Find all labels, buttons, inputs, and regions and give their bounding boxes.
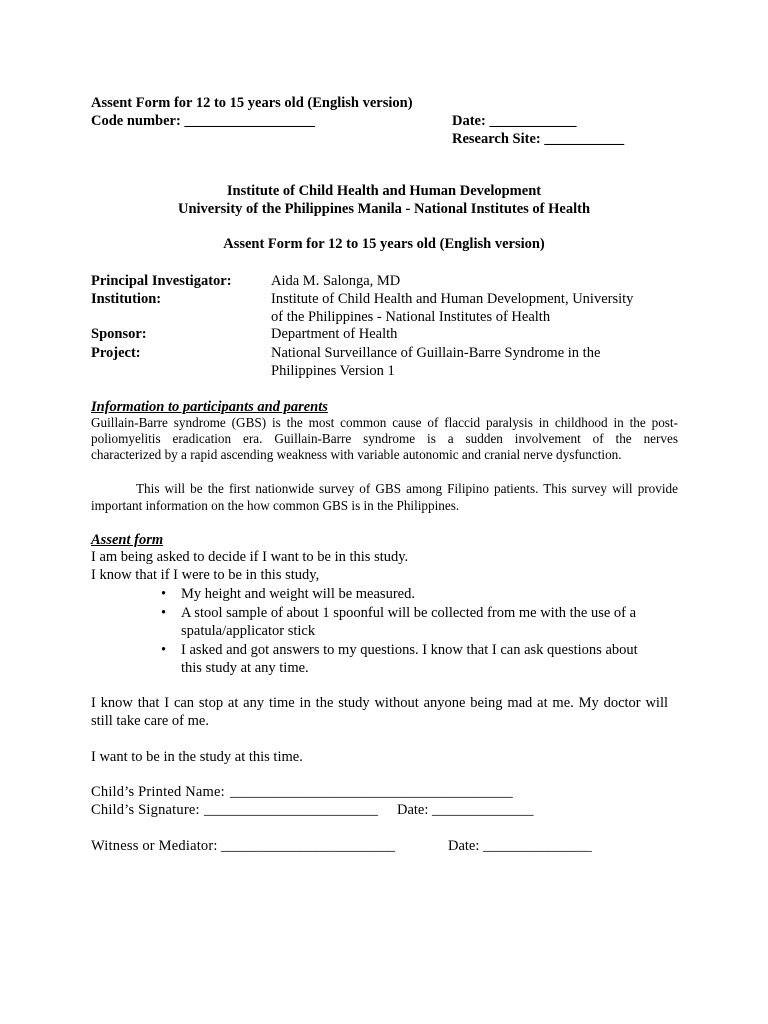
sponsor-value: Department of Health [271,326,398,342]
project-value-2: Philippines Version 1 [271,363,395,379]
institution-label: Institution: [91,291,162,307]
printed-name-label: Child’s Printed Name: [91,784,225,800]
signature-field[interactable]: ________________________ [204,802,378,818]
institution-value-1: Institute of Child Health and Human Development, University [271,291,634,307]
header-date: Date: ____________ [452,113,577,129]
witness-label: Witness or Mediator: [91,838,218,854]
header-code-number: Code number: __________________ [91,113,315,129]
project-value-1: National Surveillance of Guillain-Barre Syndrome in the [271,345,601,361]
assent-line-2: I know that if I were to be in this study, [91,567,320,583]
witness-date-field[interactable]: Date: _______________ [448,838,592,854]
bullet-item-3-line2: this study at any time. [181,660,309,676]
assent-line-1: I am being asked to decide if I want to be in this study. [91,549,409,565]
stop-line-2: still take care of me. [91,713,209,729]
signature-date-field[interactable]: Date: ______________ [397,802,534,818]
bullet-item-1: My height and weight will be measured. [181,586,415,602]
header-form-title: Assent Form for 12 to 15 years old (English version) [91,95,413,111]
info-para1-line3: characterized by a rapid ascending weakness with variable autonomic and cranial nerve dysfunction. [91,447,622,462]
institution-value-2: of the Philippines - National Institutes of Health [271,309,551,325]
info-para1-line2: poliomyelitis eradication era. Guillain-Barre syndrome is a sudden involvement of the nerves [91,431,678,446]
institution-line-2: University of the Philippines Manila - National Institutes of Health [177,201,591,217]
info-para1-line1: Guillain-Barre syndrome (GBS) is the most common cause of flaccid paralysis in childhood in the post- [91,415,678,430]
assent-heading: Assent form [91,532,164,548]
pi-label: Principal Investigator: [91,273,232,289]
bullet-dot-icon: • [161,586,167,602]
signature-label: Child’s Signature: [91,802,200,818]
bullet-dot-icon: • [161,605,167,621]
header-research-site: Research Site: ___________ [452,131,625,147]
bullet-item-3-line1: I asked and got answers to my questions. I know that I can ask questions about [181,642,638,658]
institution-line-1: Institute of Child Health and Human Development [226,183,542,199]
want-line: I want to be in the study at this time. [91,749,303,765]
bullet-dot-icon: • [161,642,167,658]
bullet-item-2-line1: A stool sample of about 1 spoonful will be collected from me with the use of a [181,605,637,621]
project-label: Project: [91,345,141,361]
center-form-title: Assent Form for 12 to 15 years old (English version) [223,236,545,252]
info-para2-line1: This will be the first nationwide survey of GBS among Filipino patients. This survey will provide [136,481,678,496]
printed-name-field[interactable]: _______________________________________ [230,784,513,800]
sponsor-label: Sponsor: [91,326,147,342]
info-heading: Information to participants and parents [91,399,328,415]
info-para2-line2: important information on the how common GBS is in the Philippines. [91,498,460,513]
stop-line-1: I know that I can stop at any time in the study without anyone being mad at me. My doctor will [91,695,668,711]
witness-field[interactable]: ________________________ [221,838,395,854]
bullet-item-2-line2: spatula/applicator stick [181,623,316,639]
pi-value: Aida M. Salonga, MD [271,273,401,289]
